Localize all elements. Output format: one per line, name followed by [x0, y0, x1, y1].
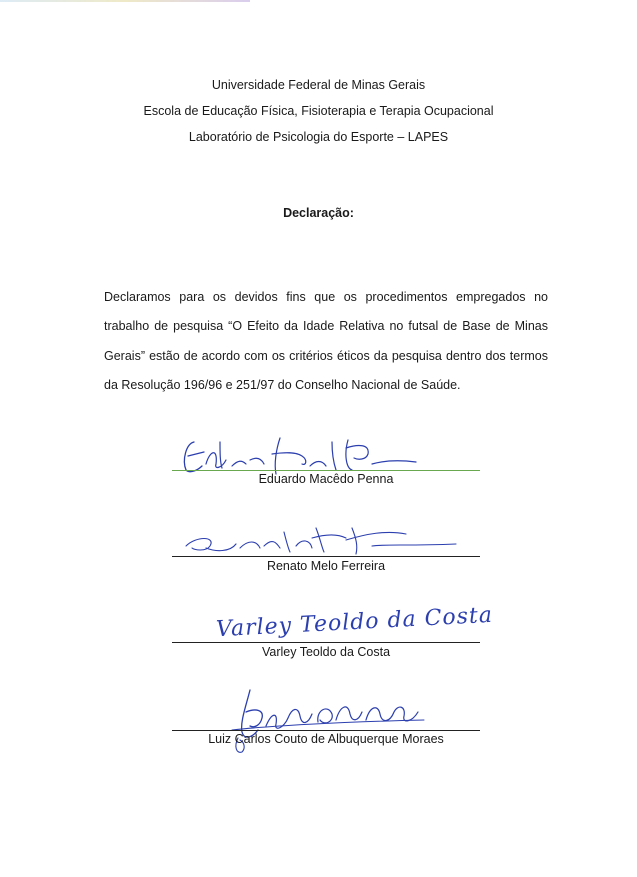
signatory-name-1: Eduardo Macêdo Penna [258, 472, 394, 486]
handwritten-signature-3: Varley Teoldo da Costa [215, 602, 494, 643]
signature-block-2 [172, 518, 480, 578]
signature-line-4 [172, 730, 480, 731]
letterhead [0, 72, 637, 150]
school-name: Escola de Educação Física, Fisioterapia e Terapia Ocupacional [143, 104, 494, 118]
signatory-name-2: Renato Melo Ferreira [266, 559, 386, 573]
lab-name: Laboratório de Psicologia do Esporte – LAPES [188, 130, 449, 144]
handwritten-signature-4 [228, 682, 458, 762]
university-name: Universidade Federal de Minas Gerais [211, 78, 426, 92]
signature-line-1 [172, 470, 480, 471]
handwritten-signature-2 [176, 520, 466, 560]
signatory-name-4: Luiz Carlos Couto de Albuquerque Moraes [208, 732, 444, 746]
scan-artifact [0, 0, 250, 2]
document-title: Declaração: [283, 206, 354, 220]
signature-line-3 [172, 642, 480, 643]
signatory-name-3: Varley Teoldo da Costa [261, 645, 391, 659]
declaration-text: Declaramos para os devidos fins que os procedimentos empregados no trabalho de pesquisa “O Efeito da Idade Relativa no futsal de Base de Minas Gerais” estão de acordo com os critérios éticos da pesquisa dentro dos termos da Resolução 196/96 e 251/97 do Conselho Nacional de Saúde. [104, 290, 548, 392]
signature-block-1 [172, 428, 480, 488]
signature-line-2 [172, 556, 480, 557]
signature-block-3 [172, 602, 494, 664]
signature-block-4 [172, 680, 480, 760]
